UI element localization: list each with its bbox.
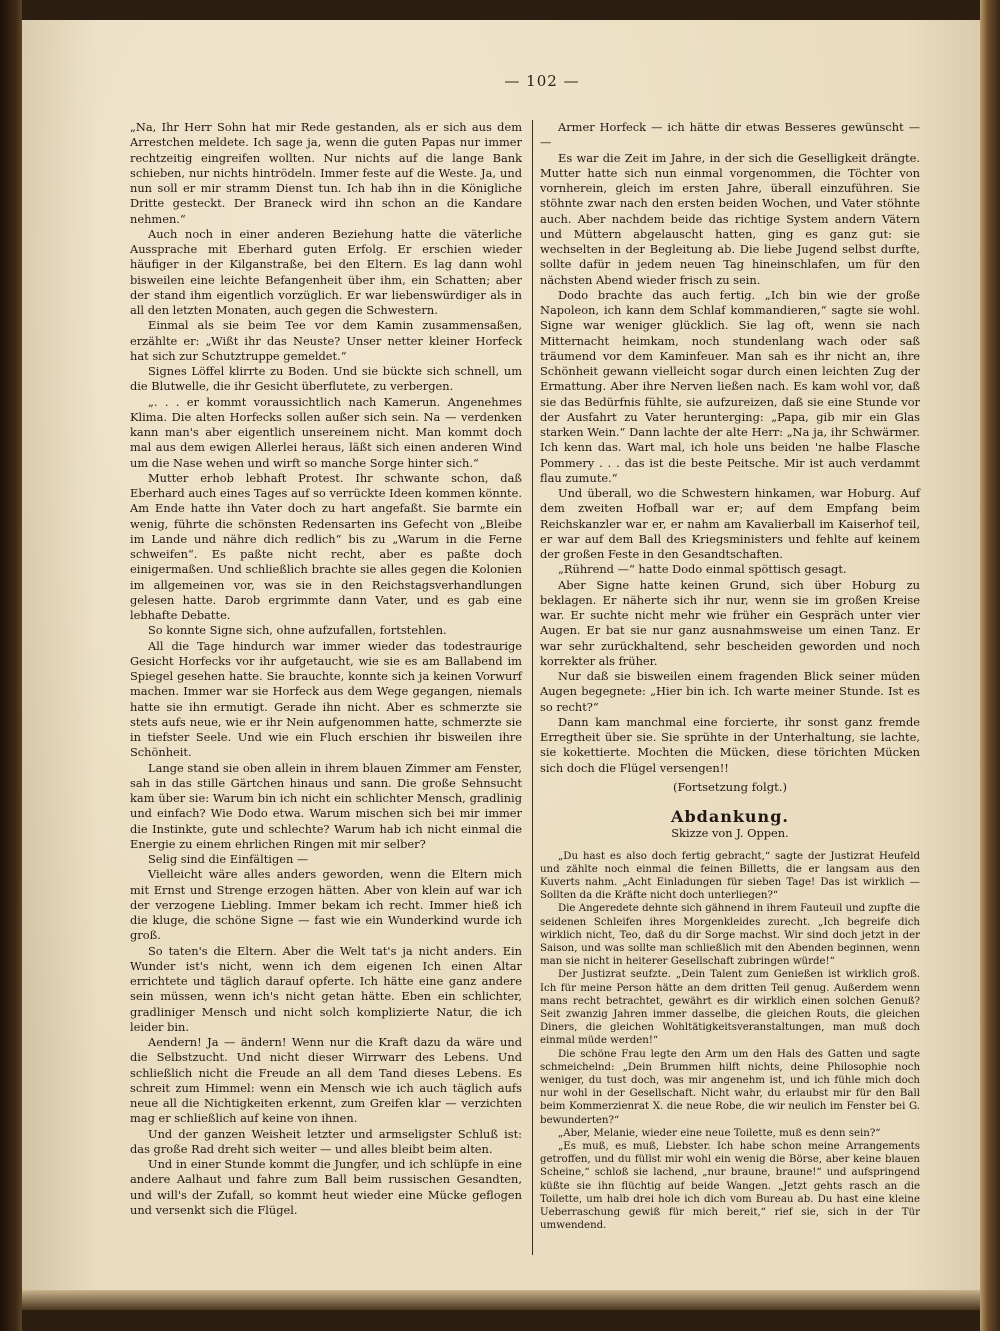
paragraph: Dodo brachte das auch fertig. „Ich bin wie der große Napoleon, ich kann dem Schlaf kommandieren,“ sagte sie wohl. Signe war weniger glücklich. Sie lag oft, wenn sie nach Mitternacht heimkam, noch stundenlang wach oder saß träumend vor dem Kaminfeuer. Man sah es ihr nicht an, ihre Schönheit gewann vielleicht sogar durch einen leichten Zug der Ermattung. Aber ihre Nerven ließen nach. Es kam wohl vor, daß sie das Bedürfnis fühlte, sie aufzureizen, daß sie eine Stunde vor der Ausfahrt zu Vater herunterging: „Papa, gib mir ein Glas starken Wein.“ Dann lachte der alte Herr: „Na ja, ihr Schwärmer. Ich kenn das. Wart mal, ich hole uns beiden 'ne halbe Flasche Pommery . . . das ist die beste Peitsche. Mir ist auch verdammt flau zumute.“ [540, 287, 920, 485]
page-bottom-edge [22, 1290, 980, 1310]
book-binding-edge [0, 0, 22, 1331]
paragraph: All die Tage hindurch war immer wieder das todestraurige Gesicht Horfecks vor ihr aufgetaucht, wie sie es am Ballabend im Spiegel gesehen hatte. Sie brauchte, konnte sich ja keinen Vorwurf machen. Immer war sie Horfeck aus dem Wege gegangen, niemals hatte sie ihn ermutigt. Gerade ihn nicht. Aber es schmerzte sie stets aufs neue, wie er ihr Nein aufgenommen hatte, schmerzte sie in tiefster Seele. Und wie ein Fluch erschien ihr bisweilen ihre Schönheit. [130, 638, 522, 760]
left-column [130, 120, 522, 1218]
paragraph: Lange stand sie oben allein in ihrem blauen Zimmer am Fenster, sah in das stille Gärtchen hinaus und sann. Die große Sehnsucht kam über sie: Warum bin ich nicht ein schlichter Mensch, gradlinig und einfach? Wie Dodo etwa. Warum mischen sich bei mir immer die Instinkte, gute und schlechte? Warum hab ich nicht einmal die Energie zu einem ehrlichen Ringen mit mir selber? [130, 760, 522, 851]
paragraph: Nur daß sie bisweilen einem fragenden Blick seiner müden Augen begegnete: „Hier bin ich. Ich warte meiner Stunde. Ist es so recht?“ [540, 669, 920, 714]
article-title: Abdankung. [671, 807, 789, 826]
article-body [540, 850, 920, 1233]
column-divider [532, 120, 533, 1255]
paragraph: „Na, Ihr Herr Sohn hat mir Rede gestanden, als er sich aus dem Arrestchen meldete. Ich sage ja, wenn die guten Papas nur immer rechtzeitig eingreifen wollten. Nur nichts auf die lange Bank schieben, nur nichts hintrödeln. Immer feste auf die Weste. Ja, und nun soll er mir stramm Dienst tun. Ich hab ihn in die Königliche Dritte gesteckt. Der Braneck wird ihn schon an die Kandare nehmen.“ [130, 120, 522, 226]
paragraph: Mutter erhob lebhaft Protest. Ihr schwante schon, daß Eberhard auch eines Tages auf so verrückte Ideen kommen könnte. Am Ende hatte ihn Vater doch zu hart angefaßt. Sie barmte ein wenig, führte die schönsten Redensarten ins Gefecht von „Bleibe im Lande und nähre dich redlich“ bis zu „Warum in die Ferne schweifen“. Es paßte nicht recht, aber es paßte doch einigermaßen. Und schließlich brachte sie alles gegen die Kolonien im allgemeinen vor, was sie in den Reichstagsverhandlungen gelesen hatte. Darob ergrimmte dann Vater, und es gab eine lebhafte Debatte. [130, 470, 522, 622]
paragraph: „Rührend —“ hatte Dodo einmal spöttisch gesagt. [558, 562, 847, 577]
paragraph: „. . . er kommt voraussichtlich nach Kamerun. Angenehmes Klima. Die alten Horfecks sollen außer sich sein. Na — verdenken kann man's aber eigentlich unsereinem nicht. Man kommt doch mal aus dem ewigen Allerlei heraus, läßt sich einen anderen Wind um die Nase wehen und wirft so manche Sorge hinter sich.“ [130, 394, 522, 470]
paragraph: Und in einer Stunde kommt die Jungfer, und ich schlüpfe in eine andere Aalhaut und fahre zum Ball beim russischen Gesandten, und will's der Zufall, so kommt heut wieder eine Mücke geflogen und versenkt sich die Flügel. [130, 1157, 522, 1217]
paragraph: Der Justizrat seufzte. „Dein Talent zum Genießen ist wirklich groß. Ich für meine Person hätte an dem dritten Teil genug. Außerdem wenn mans recht betrachtet, gewährt es dir wirklich einen solchen Genuß? Seit zwanzig Jahren immer dasselbe, die gleichen Routs, die gleichen Diners, die gleichen Wohltätigkeitsveranstaltungen, man muß doch einmal müde werden!“ [540, 969, 920, 1047]
paragraph: „Du hast es also doch fertig gebracht,“ sagte der Justizrat Heufeld und zählte noch einmal die feinen Billetts, die er langsam aus den Kuverts nahm. „Acht Einladungen für sieben Tage! Das ist wirklich — Sollten da die Kräfte nicht doch unterliegen?“ [540, 850, 920, 902]
paragraph: Aendern! Ja — ändern! Wenn nur die Kraft dazu da wäre und die Selbstzucht. Und nicht dieser Wirrwarr des Lebens. Und schließlich nicht die Freude an all dem Tand dieses Lebens. Es schreit zum Himmel: wenn ein Mensch wie ich auch täglich aufs neue all die Nichtigkeiten erkennt, zum Greifen klar — verzichten mag er schließlich auf keine von ihnen. [130, 1035, 522, 1126]
newspaper-page [22, 20, 980, 1310]
paragraph: „Aber, Melanie, wieder eine neue Toilette, muß es denn sein?“ [558, 1127, 881, 1139]
paragraph: Und überall, wo die Schwestern hinkamen, war Hoburg. Auf dem zweiten Hofball war er; auf dem Empfang beim Reichskanzler war er, er nahm am Kavalierball im Kaiserhof teil, er war auf dem Ball des Kriegsministers und fehlte auf keinem der großen Feste in den Gesandtschaften. [540, 486, 920, 561]
paragraph: So taten's die Eltern. Aber die Welt tat's ja nicht anders. Ein Wunder ist's nicht, wenn ich dem eigenen Ich einen Altar errichtete und täglich darauf opferte. Ich hätte eine ganz andere sein müssen, wenn ich's nicht getan hätte. Eben ein schlichter, gradliniger Mensch und nicht solch komplizierte Natur, die ich leider bin. [130, 943, 522, 1034]
paragraph: „Es muß, es muß, Liebster. Ich habe schon meine Arrangements getroffen, und du füllst mir wohl ein wenig die Börse, aber keine blauen Scheine,“ schloß sie lachend, „nur braune, braune!“ und aufspringend küßte sie ihn flüchtig auf beide Wangen. „Jetzt gehts rasch an die Toilette, um halb drei hole ich dich vom Bureau ab. Du hast eine kleine Ueberraschung gewiß für mich bereit,“ rief sie, sich in der Tür umwendend. [540, 1140, 920, 1232]
continuation-note: (Fortsetzung folgt.) [672, 779, 787, 794]
paragraph: Dann kam manchmal eine forcierte, ihr sonst ganz fremde Erregtheit über sie. Sie sprühte in der Unterhaltung, sie lachte, sie kokettierte. Mochten die Mücken, diese törichten Mücken sich doch die Flügel versengen!! [540, 714, 920, 775]
paragraph: Aber Signe hatte keinen Grund, sich über Hoburg zu beklagen. Er näherte sich ihr nur, wenn sie im großen Kreise war. Er suchte nicht mehr wie früher ein Gespräch unter vier Augen. Er bat sie nur ganz ausnahmsweise um einen Tanz. Er war sehr zurückhaltend, sehr bescheiden geworden und noch korrekter als früher. [540, 577, 920, 668]
page-number: — 102 — [504, 72, 580, 90]
paragraph: Es war die Zeit im Jahre, in der sich die Geselligkeit drängte. Mutter hatte sich nun einmal vorgenommen, die Töchter von vornherein, gleich im ersten Jahre, überall einzuführen. Sie stöhnte zwar nach den ersten beiden Wochen, und Vater stöhnte auch. Aber nachdem beide das richtige System andern Vätern und Müttern abgelauscht hatten, ging es ganz gut: sie wechselten in der Begleitung ab. Die liebe Jugend selbst durfte, sollte dafür in jedem neuen Tag hineinschlafen, um für den nächsten Abend wieder frisch zu sein. [540, 150, 920, 287]
paragraph: Selig sind die Einfältigen — [148, 852, 309, 866]
page-stack-edge [980, 0, 1000, 1331]
paragraph: Signes Löffel klirrte zu Boden. Und sie bückte sich schnell, um die Blutwelle, die ihr Gesicht überflutete, zu verbergen. [130, 364, 522, 394]
right-column [540, 120, 920, 1232]
paragraph: So konnte Signe sich, ohne aufzufallen, fortstehlen. [148, 623, 447, 638]
article-subtitle: Skizze von J. Oppen. [671, 826, 789, 841]
paragraph: Die Angeredete dehnte sich gähnend in ihrem Fauteuil und zupfte die seidenen Schleifen ihres Morgenkleides zurecht. „Ich begreife dich wirklich nicht, Teo, daß du dir Sorge machst. Wir sind doch jetzt in der Saison, und was sollte man schließlich mit den Abenden beginnen, wenn man sie nicht in heiterer Gesellschaft zubringen würde!“ [540, 903, 920, 968]
paragraph: Armer Horfeck — ich hätte dir etwas Besseres gewünscht — — [540, 120, 920, 150]
paragraph: Vielleicht wäre alles anders geworden, wenn die Eltern mich mit Ernst und Strenge erzogen hätten. Aber von klein auf war ich der verzogene Liebling. Immer bekam ich recht. Immer hieß ich die kluge, die schöne Signe — fast wie ein Wunderkind wurde ich groß. [130, 867, 522, 943]
paragraph: Die schöne Frau legte den Arm um den Hals des Gatten und sagte schmeichelnd: „Dein Brummen hilft nichts, deine Philosophie noch weniger, du tust doch, was mir angenehm ist, und ich fühle mich doch nur wohl in der Gesellschaft. Nicht wahr, du erlaubst mir für den Ball beim Kommerzienrat X. die neue Robe, die wir neulich im Fenster bei G. bewunderten?“ [540, 1048, 920, 1126]
paragraph: Und der ganzen Weisheit letzter und armseligster Schluß ist: das große Rad dreht sich weiter — und alles bleibt beim alten. [130, 1126, 522, 1156]
paragraph: Einmal als sie beim Tee vor dem Kamin zusammensaßen, erzählte er: „Wißt ihr das Neuste? Unser netter kleiner Horfeck hat sich zur Schutztruppe gemeldet.“ [130, 318, 522, 363]
paragraph: Auch noch in einer anderen Beziehung hatte die väterliche Aussprache mit Eberhard guten Erfolg. Er erschien wieder häufiger in der Kilganstraße, bei den Eltern. Es lag dann wohl bisweilen eine leichte Befangenheit über ihm, ein Schatten; aber der stand ihm eigentlich vorzüglich. Er war liebenswürdiger als in all den letzten Monaten, auch gegen die Schwestern. [130, 226, 522, 317]
